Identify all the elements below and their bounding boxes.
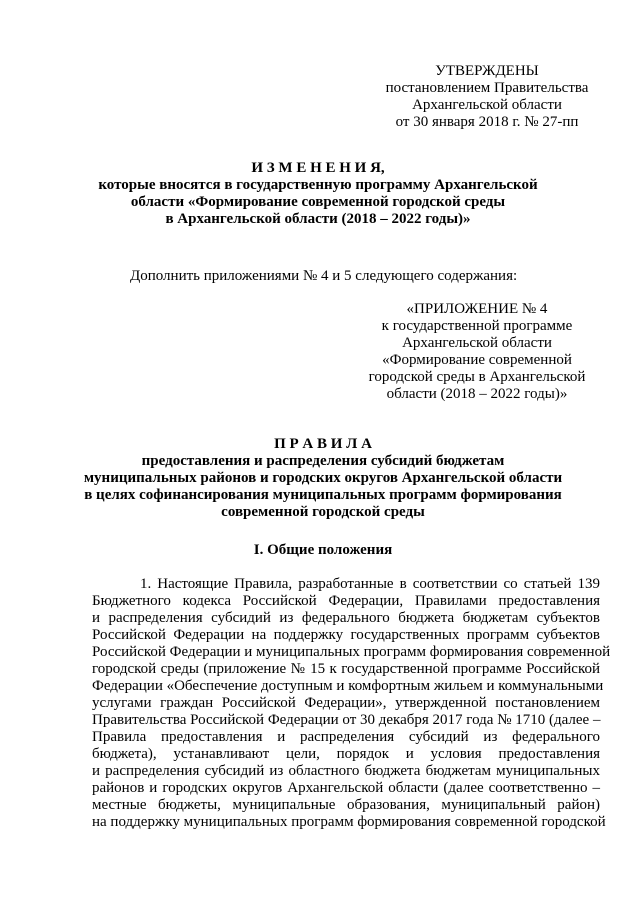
supplement-text: Дополнить приложениями № 4 и 5 следующего содержания: — [130, 268, 518, 284]
rules-subtitle-line: в целях софинансирования муниципальных программ формирования — [84, 487, 562, 503]
rules-subtitle-line: предоставления и распределения субсидий бюджетам — [141, 453, 505, 469]
rules-title: П Р А В И Л А — [274, 436, 372, 452]
appendix-line: Архангельской области — [402, 335, 552, 351]
approval-line: от 30 января 2018 г. № 27-пп — [395, 114, 579, 130]
paragraph-line: услугами граждан Российской Федерации», утвержденной постановлением — [92, 695, 600, 711]
appendix-line: области (2018 – 2022 годы)» — [386, 386, 568, 402]
paragraph-line: бюджета), устанавливают цели, порядок и условия предоставления — [92, 746, 600, 762]
changes-subtitle-line: которые вносятся в государственную программу Архангельской — [98, 177, 538, 193]
paragraph-line: и распределения субсидий из областного бюджета бюджетам муниципальных — [92, 763, 600, 779]
paragraph-line: на поддержку муниципальных программ формирования современной городской — [92, 814, 606, 830]
paragraph-line: Федерации «Обеспечение доступным и комфортным жильем и коммунальными — [92, 678, 604, 694]
approval-line: Архангельской области — [412, 97, 562, 113]
rules-subtitle-line: муниципальных районов и городских округов Архангельской области — [83, 470, 563, 486]
approval-line: постановлением Правительства — [385, 80, 589, 96]
paragraph-line: Российской Федерации и муниципальных программ формирования современной — [92, 644, 611, 660]
approval-title: УТВЕРЖДЕНЫ — [435, 63, 539, 79]
paragraph-line: 1. Настоящие Правила, разработанные в соответствии со статьей 139 — [140, 576, 600, 592]
approval-stamp — [380, 63, 594, 131]
paragraph-line: районов и городских округов Архангельской области (далее соответственно – — [92, 780, 600, 796]
paragraph-line: городской среды (приложение № 15 к государственной программе Российской — [92, 661, 600, 677]
rules-subtitle-line: современной городской среды — [221, 504, 425, 520]
changes-heading — [92, 160, 544, 228]
appendix-line: «Формирование современной — [382, 352, 572, 368]
paragraph-line: Бюджетного кодекса Российской Федерации, Правилами предоставления — [92, 593, 600, 609]
rules-heading — [82, 436, 564, 521]
paragraph-line: Правила предоставления и распределения субсидий из федерального — [92, 729, 600, 745]
changes-title: И З М Е Н Е Н И Я, — [251, 160, 385, 176]
paragraph-line: местные бюджеты, муниципальные образования, муниципальный район) — [92, 797, 600, 813]
body-paragraph — [92, 576, 611, 831]
paragraph-line: Правительства Российской Федерации от 30 декабря 2017 года № 1710 (далее – — [92, 712, 601, 728]
section-title: I. Общие положения — [253, 542, 393, 558]
appendix-header — [362, 301, 592, 403]
appendix-line: городской среды в Архангельской — [368, 369, 586, 385]
appendix-line: к государственной программе — [381, 318, 573, 334]
paragraph-line: Российской Федерации на поддержку государственных программ субъектов — [92, 627, 600, 643]
changes-subtitle-line: в Архангельской области (2018 – 2022 годы)» — [165, 211, 471, 227]
paragraph-line: и распределения субсидий из федерального бюджета бюджетам субъектов — [92, 610, 600, 626]
appendix-line: «ПРИЛОЖЕНИЕ № 4 — [406, 301, 548, 317]
changes-subtitle-line: области «Формирование современной городской среды — [130, 194, 506, 210]
